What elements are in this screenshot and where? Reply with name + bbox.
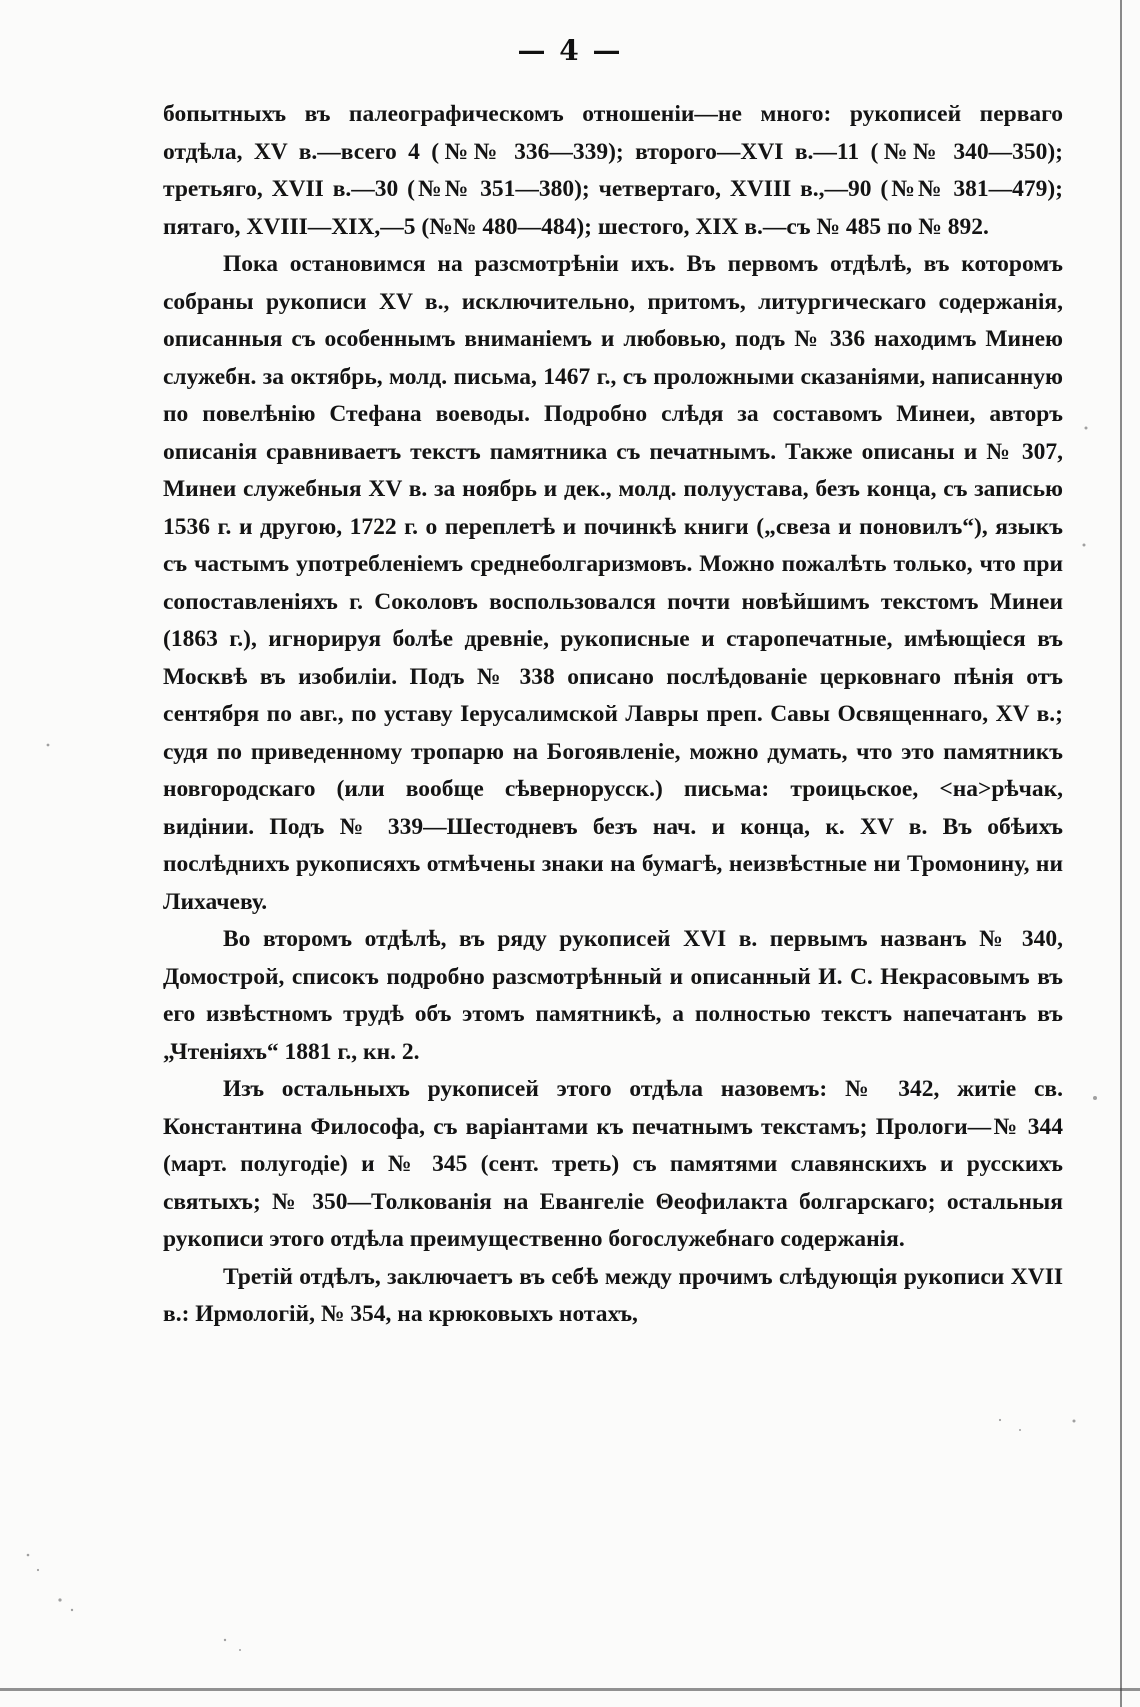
paragraph-2: Пока остановимся на разсмотрѣнiи ихъ. Въ первомъ отдѣлѣ, въ которомъ собраны рукописи XV в., исключительно, притомъ, литургическаго содержанiя, описанныя съ особеннымъ вниманiемъ и любовью, подъ № 336 находимъ Минею служебн. за октябрь, молд. письма, 1467 г., съ проложными сказанiями, написанную по повелѣнiю Стефана воеводы. Подробно слѣдя за составомъ Минеи, авторъ описанiя сравниваетъ текстъ памятника съ печатнымъ. Также описаны и № 307, Минеи служебныя XV в. за ноябрь и дек., молд. полуустава, безъ конца, съ записью 1536 г. и другою, 1722 г. о переплетѣ и починкѣ книги („свеза и поновилъ“), языкъ съ частымъ употребленiемъ среднеболгаризмовъ. Можно пожалѣть только, что при сопоставленiяхъ г. Соколовъ воспользовался почти новѣйшимъ текстомъ Минеи (1863 г.), игнорируя болѣе древнiе, рукописные и старопечатные, имѣющiеся въ Москвѣ въ изобилiи. Подъ № 338 описано послѣдованiе церковнаго пѣнiя отъ сентября по авг., по уставу Iерусалимской Лавры преп. Савы Освященнаго, XV в.; судя по приведенному тропарю на Богоявленiе, можно думать, что это памятникъ новгородскаго (или вообще сѣвернорусск.) письма: троицьское, <на>рѣчак, видiнии. Подъ № 339—Шестодневъ безъ нач. и конца, к. XV в. Въ обѣихъ послѣднихъ рукописяхъ отмѣчены знаки на бумагѣ, неизвѣстные ни Тромонину, ни Лихачеву. bbox=[163, 251, 1063, 915]
paragraph-4: Изъ остальныхъ рукописей этого отдѣла назовемъ: № 342, житiе св. Константина Философа, съ варiантами къ печатнымъ текстамъ; Прологи—№ 344 (март. полугодiе) и № 345 (сент. треть) съ памятями славянскихъ и русскихъ святыхъ; № 350—Толкованiя на Евангелiе Θеофилакта болгарскаго; остальныя рукописи этого отдѣла преимущественно богослужебнаго содержанiя. bbox=[163, 1076, 1063, 1252]
paragraph-5: Третiй отдѣлъ, заключаетъ въ себѣ между прочимъ слѣдующiя рукописи XVII в.: Ирмологiй, № 354, на крюковыхъ нотахъ, bbox=[163, 1263, 1063, 1327]
page-number: — 4 — bbox=[517, 34, 623, 67]
page-edge-rule bbox=[1120, 0, 1122, 1707]
page-bottom-rule bbox=[0, 1688, 1140, 1691]
body-text bbox=[163, 96, 1063, 1334]
paragraph-1: бопытныхъ въ палеографическомъ отношенiи—не много: рукописей перваго отдѣла, XV в.—всего 4 (№№ 336—339); второго—XVI в.—11 (№№ 340—350); третьяго, XVII в.—30 (№№ 351—380); четвертаго, XVIII в.,—90 (№№ 381—479); пятаго, XVIII—XIX,—5 (№№ 480—484); шестого, XIX в.—съ № 485 по № 892. bbox=[163, 101, 1063, 240]
paragraph-3: Во второмъ отдѣлѣ, въ ряду рукописей XVI в. первымъ названъ № 340, Домострой, списокъ подробно разсмотрѣнный и описанный И. С. Некрасовымъ въ его извѣстномъ трудѣ объ этомъ памятникѣ, а полностью текстъ напечатанъ въ „Чтенiяхъ“ 1881 г., кн. 2. bbox=[163, 926, 1063, 1065]
